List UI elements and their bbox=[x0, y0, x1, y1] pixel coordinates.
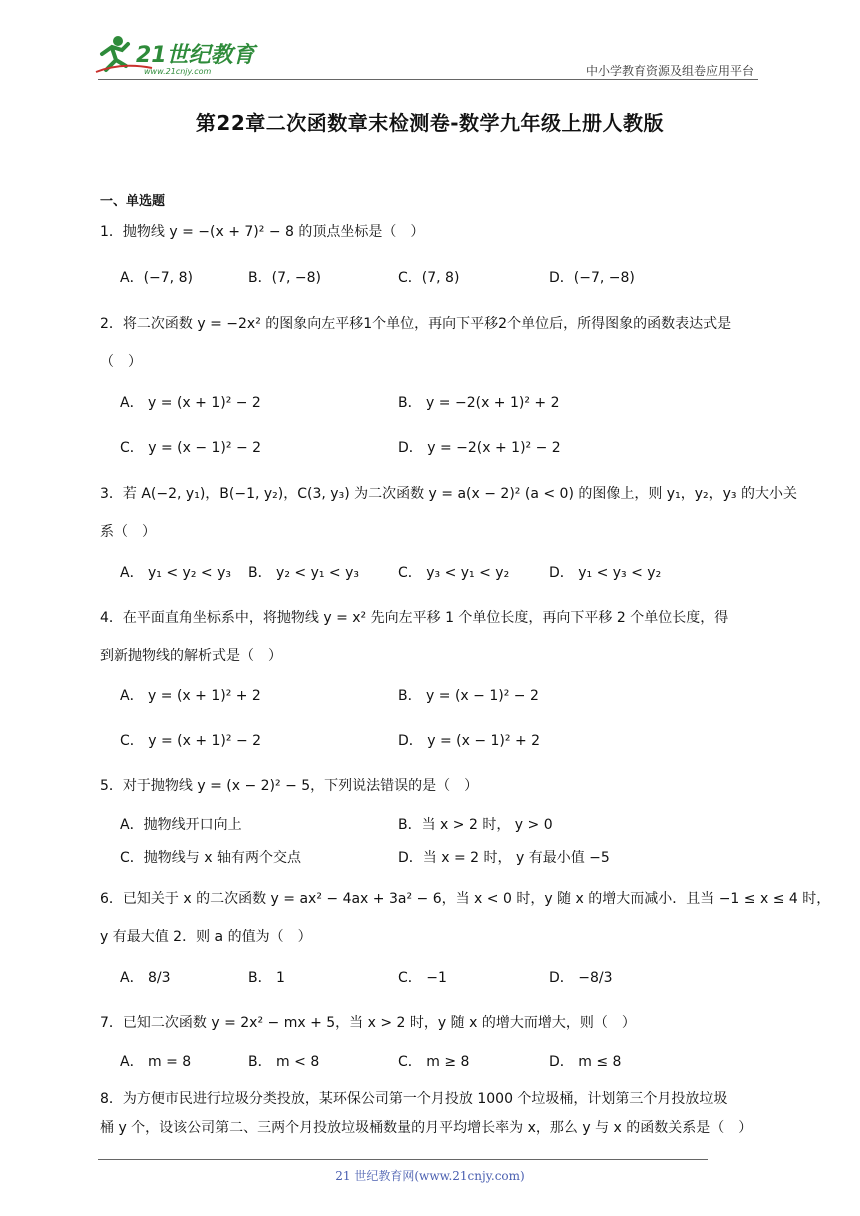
q4-option-c: C． y = (x + 1)² − 2 bbox=[120, 733, 262, 749]
page-header bbox=[0, 0, 860, 90]
q1-option-b: B．(7, −8) bbox=[248, 270, 321, 286]
q4-option-d: D． y = (x − 1)² + 2 bbox=[398, 733, 541, 749]
q6-option-d: D． −8/3 bbox=[549, 970, 613, 986]
q5-option-d: D．当 x = 2 时， y 有最小值 −5 bbox=[398, 850, 610, 866]
question-6-stem-cont: y 有最大值 2．则 a 的值为（ ） bbox=[100, 929, 312, 945]
q3-option-d: D． y₁ < y₃ < y₂ bbox=[549, 565, 662, 581]
q1-option-d: D．(−7, −8) bbox=[549, 270, 635, 286]
svg-text:21世纪教育: 21世纪教育 bbox=[136, 43, 255, 68]
q4-option-a: A． y = (x + 1)² + 2 bbox=[120, 688, 261, 704]
question-2-stem-cont: （ ） bbox=[100, 354, 142, 370]
q7-option-b: B． m < 8 bbox=[248, 1054, 320, 1070]
site-logo bbox=[92, 32, 262, 78]
header-divider bbox=[98, 79, 758, 80]
footer-link[interactable]: 21 世纪教育网(www.21cnjy.com) bbox=[335, 1169, 525, 1183]
question-7-stem: 7．已知二次函数 y = 2x² − mx + 5，当 x > 2 时，y 随 x 的增大而增大，则（ ） bbox=[100, 1015, 636, 1031]
question-3-stem: 3．若 A(−2, y₁)，B(−1, y₂)，C(3, y₃) 为二次函数 y = a(x − 2)² (a < 0) 的图像上，则 y₁，y₂，y₃ 的大小关 bbox=[100, 486, 797, 502]
question-2-stem: 2．将二次函数 y = −2x² 的图象向左平移1个单位，再向下平移2个单位后，所得图象的函数表达式是 bbox=[100, 316, 732, 332]
question-6-stem: 6．已知关于 x 的二次函数 y = ax² − 4ax + 3a² − 6，当 x < 0 时，y 随 x 的增大而减小．且当 −1 ≤ x ≤ 4 时， bbox=[100, 891, 831, 907]
platform-name: 中小学教育资源及组卷应用平台 bbox=[585, 64, 754, 78]
question-3-stem-cont: 系（ ） bbox=[100, 524, 156, 540]
svg-text:www.21cnjy.com: www.21cnjy.com bbox=[144, 67, 212, 76]
q1-option-a: A．(−7, 8) bbox=[120, 270, 193, 286]
q6-option-b: B． 1 bbox=[248, 970, 285, 986]
question-8-stem-cont: 桶 y 个，设该公司第二、三两个月投放垃圾桶数量的月平均增长率为 x，那么 y 与 x 的函数关系是（ ） bbox=[100, 1120, 753, 1136]
q1-option-c: C．(7, 8) bbox=[398, 270, 460, 286]
q4-option-b: B． y = (x − 1)² − 2 bbox=[398, 688, 539, 704]
q2-option-b: B． y = −2(x + 1)² + 2 bbox=[398, 395, 560, 411]
question-1-stem: 1．抛物线 y = −(x + 7)² − 8 的顶点坐标是（ ） bbox=[100, 224, 425, 240]
q3-option-a: A． y₁ < y₂ < y₃ bbox=[120, 565, 231, 581]
section-heading: 一、单选题 bbox=[100, 194, 166, 209]
footer-divider bbox=[98, 1159, 708, 1160]
q2-option-c: C． y = (x − 1)² − 2 bbox=[120, 440, 262, 456]
q5-option-b: B．当 x > 2 时， y > 0 bbox=[398, 817, 553, 833]
q2-option-a: A． y = (x + 1)² − 2 bbox=[120, 395, 261, 411]
q7-option-c: C． m ≥ 8 bbox=[398, 1054, 470, 1070]
question-4-stem-cont: 到新抛物线的解析式是（ ） bbox=[100, 648, 282, 664]
question-5-stem: 5．对于抛物线 y = (x − 2)² − 5，下列说法错误的是（ ） bbox=[100, 778, 479, 794]
q3-option-c: C． y₃ < y₁ < y₂ bbox=[398, 565, 510, 581]
q5-option-a: A．抛物线开口向上 bbox=[120, 817, 242, 833]
q7-option-a: A． m = 8 bbox=[120, 1054, 192, 1070]
question-4-stem: 4．在平面直角坐标系中，将抛物线 y = x² 先向左平移 1 个单位长度，再向下平移 2 个单位长度，得 bbox=[100, 610, 729, 626]
q6-option-c: C． −1 bbox=[398, 970, 447, 986]
q3-option-b: B． y₂ < y₁ < y₃ bbox=[248, 565, 360, 581]
q2-option-d: D． y = −2(x + 1)² − 2 bbox=[398, 440, 561, 456]
question-8-stem: 8．为方便市民进行垃圾分类投放，某环保公司第一个月投放 1000 个垃圾桶，计划第三个月投放垃圾 bbox=[100, 1091, 728, 1107]
q6-option-a: A． 8/3 bbox=[120, 970, 171, 986]
q5-option-c: C．抛物线与 x 轴有两个交点 bbox=[120, 850, 301, 866]
q7-option-d: D． m ≤ 8 bbox=[549, 1054, 622, 1070]
document-title: 第22章二次函数章末检测卷-数学九年级上册人教版 bbox=[195, 111, 665, 135]
